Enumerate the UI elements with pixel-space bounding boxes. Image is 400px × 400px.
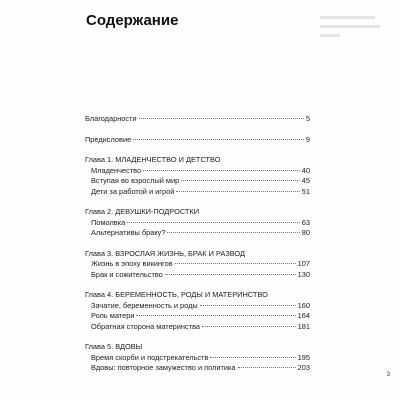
toc-entry-label: Младенчество: [91, 165, 142, 175]
dot-leader: [143, 170, 300, 171]
page-number: 3: [386, 372, 390, 378]
dot-leader: [175, 263, 296, 264]
front-matter-entry: [85, 135, 310, 146]
toc-entry[interactable]: [85, 166, 310, 177]
toc-entry-page: 203: [297, 363, 310, 372]
toc-entry[interactable]: [85, 353, 310, 364]
chapter-heading[interactable]: Глава 3. ВЗРОСЛАЯ ЖИЗНЬ, БРАК И РАЗВОД: [85, 248, 246, 258]
dot-leader: [167, 232, 299, 233]
bleed-through-text: [320, 16, 380, 46]
chapter-2: [85, 207, 310, 239]
page-title: Содержание: [86, 12, 179, 29]
dot-leader: [181, 180, 300, 181]
toc-entry[interactable]: [85, 311, 310, 322]
dot-leader: [200, 305, 296, 306]
toc-entry-label: Брак и сожительство: [91, 269, 163, 279]
toc-entry-label: Роль матери: [91, 311, 135, 320]
toc-entry-label: Дети за работой и игрой: [91, 186, 175, 196]
toc-entry-label: Благодарности: [85, 114, 137, 123]
toc-entry[interactable]: [85, 218, 310, 229]
dot-leader: [165, 274, 296, 275]
dot-leader: [139, 118, 304, 119]
toc-entry-page: 160: [297, 300, 310, 310]
toc-entry-page: 45: [301, 176, 310, 185]
dot-leader: [202, 326, 296, 327]
toc-entry-label: Вступая во взрослый мир: [91, 176, 180, 185]
toc-entry-page: 107: [297, 259, 310, 268]
toc-entry[interactable]: [85, 259, 310, 270]
toc-entry-label: Помолвка: [91, 217, 126, 227]
toc-entry-page: 9: [305, 134, 310, 144]
toc-entry-label: Жизнь в эпоху викингов: [91, 259, 173, 268]
chapter-1: [85, 155, 310, 197]
toc-entry-page: 40: [301, 165, 310, 175]
toc-entry[interactable]: [85, 270, 310, 281]
toc-entry[interactable]: [85, 228, 310, 239]
toc-entry-page: 80: [301, 228, 310, 237]
toc-entry-acknowledgments[interactable]: [85, 114, 310, 125]
toc-entry-label: Обратная сторона материнства: [91, 321, 201, 331]
chapter-heading[interactable]: Глава 1. МЛАДЕНЧЕСТВО И ДЕТСТВО: [85, 155, 221, 164]
chapter-heading[interactable]: Глава 4. БЕРЕМЕННОСТЬ, РОДЫ И МАТЕРИНСТВО: [85, 290, 268, 299]
front-matter-entry: [85, 114, 310, 125]
toc-entry-page: 164: [297, 311, 310, 320]
chapter-4: [85, 290, 310, 332]
toc-entry-page: 63: [301, 217, 310, 227]
dot-leader: [210, 357, 295, 358]
toc-entry-label: Зачатие, беременность и роды: [91, 300, 198, 310]
toc-entry[interactable]: [85, 176, 310, 187]
toc-entry-label: Вдовы: повторное замужество и политика: [91, 363, 236, 372]
dot-leader: [136, 315, 295, 316]
toc-entry-page: 181: [297, 321, 310, 331]
toc-entry-label: Предисловие: [85, 134, 132, 144]
chapter-5: [85, 342, 310, 374]
toc-entry[interactable]: [85, 187, 310, 198]
dot-leader: [176, 191, 299, 192]
toc-entry-page: 51: [301, 186, 310, 196]
dot-leader: [127, 222, 300, 223]
chapter-heading[interactable]: Глава 2. ДЕВУШКИ-ПОДРОСТКИ: [85, 207, 200, 216]
toc-entry-label: Время скорби и подстрекательств: [91, 352, 209, 362]
dot-leader: [133, 139, 304, 140]
toc-entry-page: 195: [297, 352, 310, 362]
toc-entry[interactable]: [85, 363, 310, 374]
toc-entry[interactable]: [85, 322, 310, 333]
toc-entry-page: 130: [297, 269, 310, 279]
table-of-contents: [85, 114, 310, 384]
toc-entry-label: Альтернативы браку?: [91, 228, 166, 237]
chapter-heading[interactable]: Глава 5. ВДОВЫ: [85, 342, 143, 351]
dot-leader: [238, 367, 296, 368]
chapter-3: [85, 249, 310, 281]
toc-entry-preface[interactable]: [85, 135, 310, 146]
toc-entry-page: 5: [305, 114, 310, 123]
toc-entry[interactable]: [85, 301, 310, 312]
